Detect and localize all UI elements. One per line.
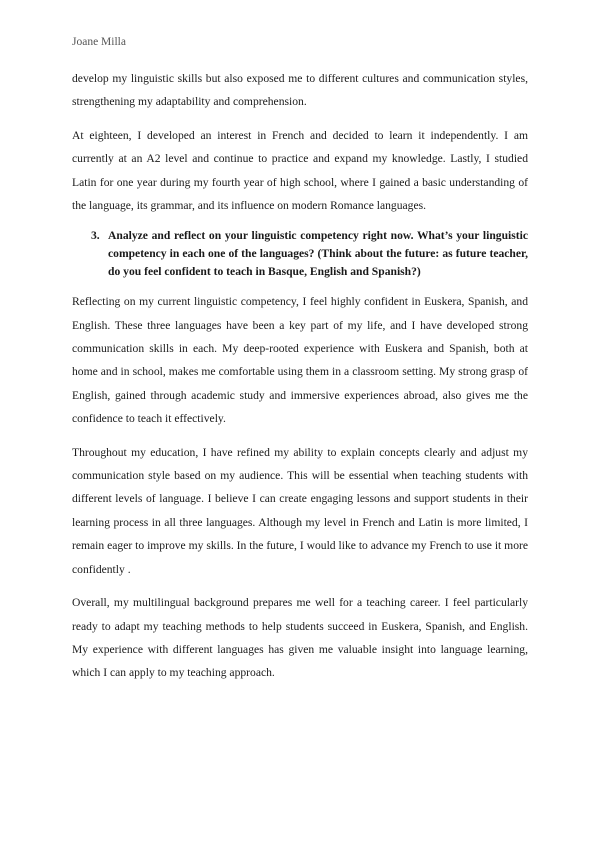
question-number: 3. xyxy=(91,229,100,243)
paragraph-reflection: Reflecting on my current linguistic competency, I feel highly confident in Euskera, Spanish, and English. These three languages have been a key part of my life, and I have developed strong communication skills in each. My deep-rooted experience with Euskera and Spanish, both at home and in school, makes me comfortable using them in a classroom setting. My strong grasp of English, gained through academic study and immersive experiences abroad, also gives me the confidence to teach it effectively. xyxy=(72,295,528,426)
question-heading xyxy=(72,227,528,280)
question-text: Analyze and reflect on your linguistic competency right now. What’s your linguistic competency in each one of the languages? (Think about the future: as future teacher, do you feel confident to teach in Basque, English and Spanish?) xyxy=(108,229,528,278)
paragraph-conclusion: Overall, my multilingual background prepares me well for a teaching career. I feel particularly ready to adapt my teaching methods to help students succeed in Euskera, Spanish, and English. My experience with different languages has given me valuable insight into language learning, which I can apply to my teaching approach. xyxy=(72,596,528,680)
paragraph-french-latin: At eighteen, I developed an interest in French and decided to learn it independently. I am currently at an A2 level and continue to practice and expand my knowledge. Lastly, I studied Latin for one year during my fourth year of high school, where I gained a basic understanding of the language, its grammar, and its influence on modern Romance languages. xyxy=(72,128,528,213)
author-header: Joane Milla xyxy=(72,36,126,48)
paragraph-continuation: develop my linguistic skills but also exposed me to different cultures and communication styles, strengthening my adaptability and comprehension. xyxy=(72,72,528,109)
document-body xyxy=(72,67,528,695)
paragraph-education: Throughout my education, I have refined my ability to explain concepts clearly and adjust my communication style based on my audience. This will be essential when teaching students with different levels of language. I believe I can create engaging lessons and support students in their learning process in all three languages. Although my level in French and Latin is more limited, I remain eager to improve my skills. In the future, I would like to advance my French to use it more confidently . xyxy=(72,445,528,576)
